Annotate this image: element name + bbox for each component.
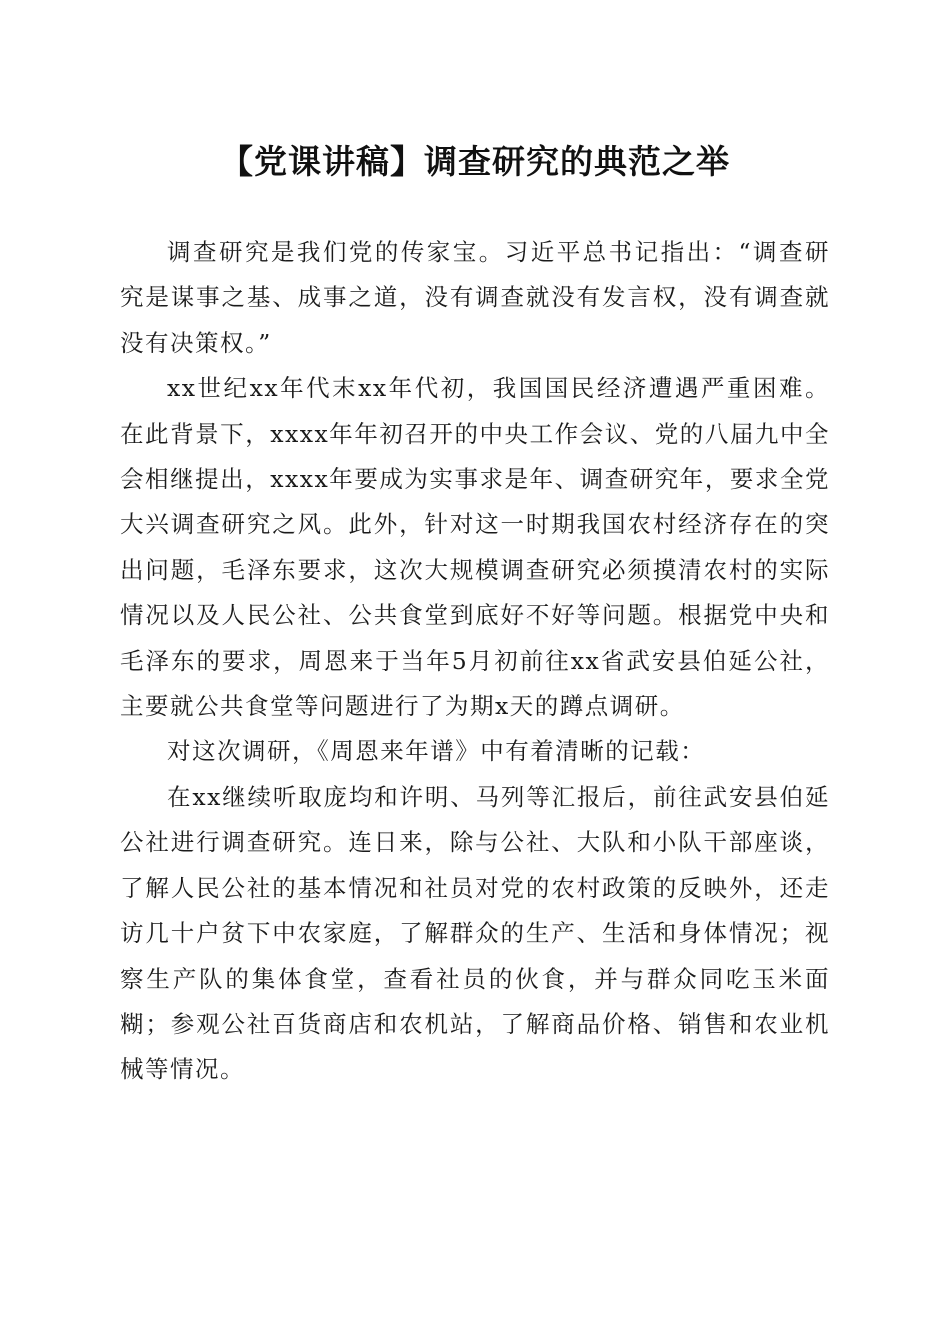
document-body xyxy=(120,230,830,1093)
document-page xyxy=(120,0,830,1344)
document-title: 【党课讲稿】调查研究的典范之举 xyxy=(220,142,730,181)
paragraph-3: 对这次调研，《周恩来年谱》中有着清晰的记载： xyxy=(167,737,706,766)
paragraph-4: 在xx继续听取庞均和许明、马列等汇报后，前往武安县伯延公社进行调查研究。连日来，除与公社、大队和小队干部座谈，了解人民公社的基本情况和社员对党的农村政策的反映外，还走访几十户贫下中农家庭，了解群众的生产、生活和身体情况；视察生产队的集体食堂，查看社员的伙食，并与群众同吃玉米面糊；参观公社百货商店和农机站，了解商品价格、销售和农业机械等情况。 xyxy=(120,782,830,1084)
paragraph-1: 调查研究是我们党的传家宝。习近平总书记指出：“调查研究是谋事之基、成事之道，没有调查就没有发言权，没有调查就没有决策权。” xyxy=(120,238,830,357)
paragraph-2: xx世纪xx年代末xx年代初，我国国民经济遭遇严重困难。在此背景下，xxxx年年初召开的中央工作会议、党的八届九中全会相继提出，xxxx年要成为实事求是年、调查研究年，要求全党大兴调查研究之风。此外，针对这一时期我国农村经济存在的突出问题，毛泽东要求，这次大规模调查研究必须摸清农村的实际情况以及人民公社、公共食堂到底好不好等问题。根据党中央和毛泽东的要求，周恩来于当年5月初前往xx省武安县伯延公社，主要就公共食堂等问题进行了为期x天的蹲点调研。 xyxy=(120,374,830,721)
